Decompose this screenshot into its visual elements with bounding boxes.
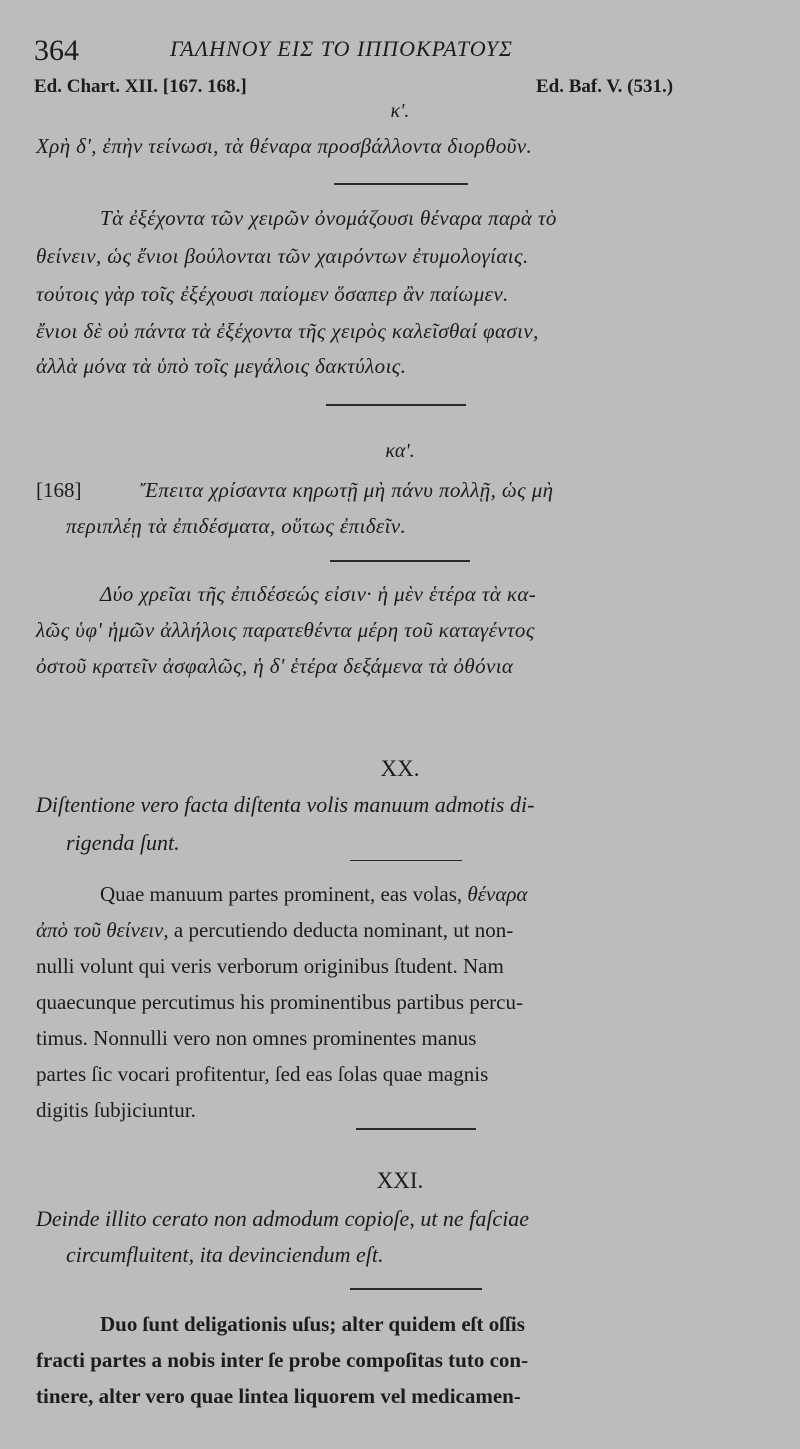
greek-lemma-20: Χρὴ δ', ἐπὴν τείνωσι, τὰ θέναρα προσβάλλοντα διορθοῦν. bbox=[36, 134, 533, 158]
latin-commentary-line: digitis ſubjiciuntur. bbox=[36, 1098, 196, 1122]
greek-term: θέναρα bbox=[467, 882, 528, 906]
greek-lemma-21: περιπλέῃ τὰ ἐπιδέσματα, οὕτως ἐπιδεῖν. bbox=[66, 514, 407, 538]
latin-commentary-line: partes ſic vocari profitentur, ſed eas ſolas quae magnis bbox=[36, 1062, 489, 1086]
greek-commentary-line: θείνειν, ὡς ἔνιοι βούλονται τῶν χαιρόντων ἐτυμολογίαις. bbox=[36, 244, 529, 268]
greek-commentary-line: ἔνιοι δὲ οὐ πάντα τὰ ἐξέχοντα τῆς χειρὸς καλεῖσθαί φασιν, bbox=[36, 319, 539, 343]
latin-lemma-20: Diſtentione vero facta diſtenta volis manuum admotis di- bbox=[36, 792, 535, 817]
latin-section-number-20: XX. bbox=[380, 756, 420, 781]
latin-commentary-line: Duo ſunt deligationis uſus; alter quidem eſt oſſis bbox=[100, 1312, 525, 1336]
greek-section-number-20: κ'. bbox=[390, 100, 410, 122]
divider-rule bbox=[334, 183, 468, 185]
greek-term: ἀπὸ τοῦ θείνειν, bbox=[36, 918, 169, 942]
latin-commentary-text: Quae manuum partes prominent, eas volas, bbox=[100, 882, 463, 906]
greek-commentary-line: Δύο χρεῖαι τῆς ἐπιδέσεώς εἰσιν· ἡ μὲν ἑτέρα τὰ κα- bbox=[100, 582, 537, 606]
latin-commentary-line: fracti partes a nobis inter ſe probe compoſitas tuto con- bbox=[36, 1348, 529, 1372]
latin-commentary-line: nulli volunt qui veris verborum originibus ſtudent. Nam bbox=[36, 954, 504, 978]
greek-section-number-21: κα'. bbox=[385, 440, 415, 462]
latin-commentary-text: a percutiendo deducta nominant, ut non- bbox=[173, 918, 514, 942]
greek-commentary-line: ἀλλὰ μόνα τὰ ὑπὸ τοῖς μεγάλοις δακτύλοις. bbox=[36, 354, 407, 378]
latin-lemma-20: rigenda ſunt. bbox=[66, 830, 180, 855]
page-number: 364 bbox=[34, 34, 79, 67]
latin-commentary-line: tinere, alter vero quae lintea liquorem vel medicamen- bbox=[36, 1384, 521, 1408]
latin-section-number-21: XXI. bbox=[376, 1168, 424, 1193]
divider-rule bbox=[356, 1128, 476, 1130]
latin-commentary-line: quaecunque percutimus his prominentibus partibus percu- bbox=[36, 990, 523, 1014]
latin-commentary-line bbox=[100, 882, 527, 907]
latin-commentary-line bbox=[36, 918, 513, 943]
page-marker-168: [168] bbox=[36, 478, 82, 502]
edition-reference-right: Ed. Baf. V. (531.) bbox=[536, 76, 674, 97]
edition-reference-left: Ed. Chart. XII. [167. 168.] bbox=[34, 76, 247, 97]
greek-lemma-21: Ἔπειτα χρίσαντα κηρωτῇ μὴ πάνυ πολλῇ, ὡς μὴ bbox=[140, 478, 554, 502]
greek-commentary-line: ὀστοῦ κρατεῖν ἀσφαλῶς, ἡ δ' ἑτέρα δεξάμενα τὰ ὀθόνια bbox=[36, 654, 514, 678]
running-title: ΓΑΛΗΝΟΥ ΕΙΣ ΤΟ ΙΠΠΟΚΡΑΤΟΥΣ bbox=[170, 36, 514, 61]
divider-rule bbox=[350, 1288, 482, 1290]
divider-rule bbox=[326, 404, 466, 406]
divider-rule bbox=[330, 560, 470, 562]
latin-lemma-21: circumfluitent, ita devinciendum eſt. bbox=[66, 1242, 384, 1267]
greek-commentary-line: τούτοις γὰρ τοῖς ἐξέχουσι παίομεν ὅσαπερ ἂν παίωμεν. bbox=[36, 282, 509, 306]
greek-commentary-line: Τὰ ἐξέχοντα τῶν χειρῶν ὀνομάζουσι θέναρα παρὰ τὸ bbox=[100, 206, 557, 230]
greek-commentary-line: λῶς ὑφ' ἡμῶν ἀλλήλοις παρατεθέντα μέρη τοῦ καταγέντος bbox=[36, 618, 535, 642]
latin-commentary-line: timus. Nonnulli vero non omnes prominentes manus bbox=[36, 1026, 477, 1050]
divider-rule bbox=[350, 860, 462, 861]
latin-lemma-21: Deinde illito cerato non admodum copioſe, ut ne faſciae bbox=[36, 1206, 530, 1231]
